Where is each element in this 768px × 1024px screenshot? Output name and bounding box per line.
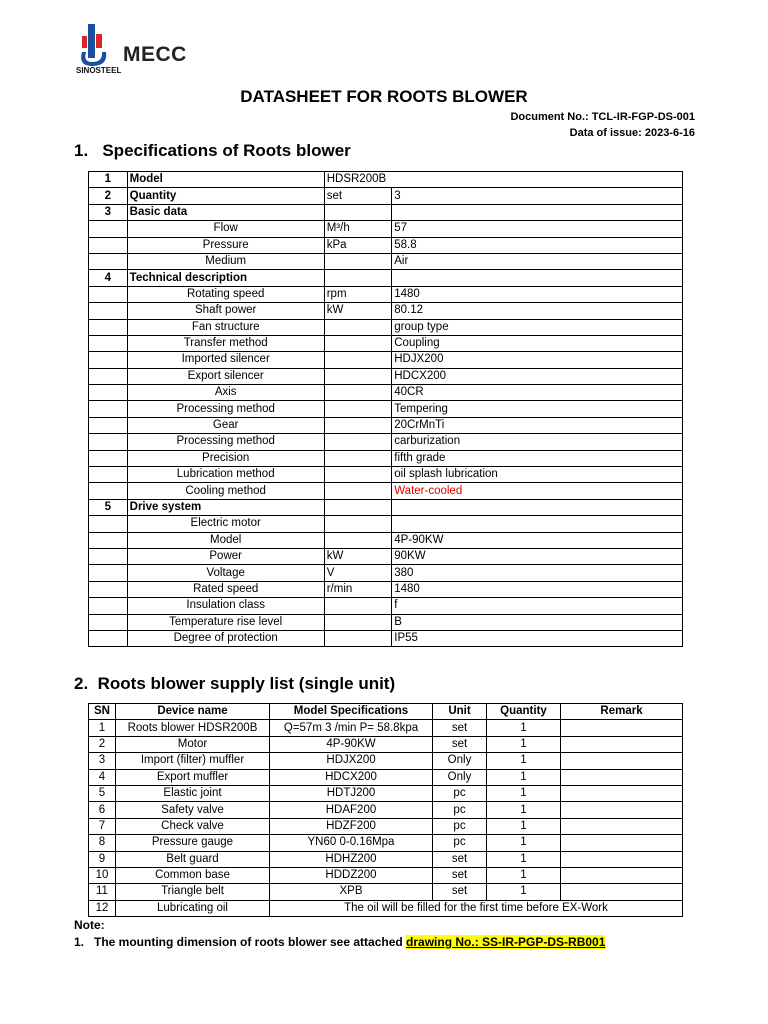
spec-unit [324, 483, 392, 499]
supply-row [89, 769, 683, 785]
spec-value [392, 499, 683, 515]
supply-cell: pc [433, 818, 487, 834]
spec-value: 20CrMnTi [392, 417, 683, 433]
spec-unit [324, 253, 392, 269]
supply-row [89, 785, 683, 801]
spec-unit: V [324, 565, 392, 581]
supply-row [89, 884, 683, 900]
supply-cell: HDAF200 [270, 802, 433, 818]
spec-row [89, 368, 683, 384]
spec-row [89, 450, 683, 466]
spec-value: Coupling [392, 335, 683, 351]
spec-value: fifth grade [392, 450, 683, 466]
spec-unit: M³/h [324, 221, 392, 237]
supply-cell: 6 [89, 802, 116, 818]
spec-name: Axis [127, 385, 324, 401]
spec-unit: kW [324, 303, 392, 319]
spec-name: Transfer method [127, 335, 324, 351]
spec-unit [324, 401, 392, 417]
supply-cell: 1 [487, 753, 561, 769]
spec-num [89, 581, 128, 597]
spec-value: B [392, 614, 683, 630]
spec-row [89, 565, 683, 581]
supply-cell: 1 [487, 736, 561, 752]
spec-value: 57 [392, 221, 683, 237]
spec-row [89, 352, 683, 368]
supply-cell: 4P-90KW [270, 736, 433, 752]
spec-num [89, 319, 128, 335]
supply-header-cell: Quantity [487, 704, 561, 720]
spec-num: 5 [89, 499, 128, 515]
supply-header-cell: Unit [433, 704, 487, 720]
spec-row [89, 401, 683, 417]
section1-heading: 1. Specifications of Roots blower [74, 141, 351, 160]
supply-cell: HDZF200 [270, 818, 433, 834]
spec-row [89, 417, 683, 433]
supply-cell: 1 [89, 720, 116, 736]
spec-row [89, 303, 683, 319]
supply-cell: 5 [89, 785, 116, 801]
spec-unit [324, 319, 392, 335]
supply-cell: Only [433, 769, 487, 785]
spec-num [89, 516, 128, 532]
supply-cell: Safety valve [116, 802, 270, 818]
spec-num [89, 286, 128, 302]
spec-unit [324, 467, 392, 483]
spec-num [89, 450, 128, 466]
spec-value: Tempering [392, 401, 683, 417]
spec-unit [324, 417, 392, 433]
supply-row [89, 867, 683, 883]
supply-cell: 8 [89, 835, 116, 851]
supply-cell [561, 720, 683, 736]
supply-cell: 2 [89, 736, 116, 752]
supply-cell: 9 [89, 851, 116, 867]
supply-cell: pc [433, 785, 487, 801]
spec-unit: set [324, 188, 392, 204]
supply-row [89, 720, 683, 736]
spec-table [88, 171, 683, 647]
spec-name: Shaft power [127, 303, 324, 319]
spec-unit [324, 450, 392, 466]
spec-name: Rotating speed [127, 286, 324, 302]
spec-value: 90KW [392, 548, 683, 564]
spec-name: Processing method [127, 401, 324, 417]
spec-num [89, 417, 128, 433]
supply-cell: HDDZ200 [270, 867, 433, 883]
supply-cell [561, 867, 683, 883]
spec-name: Model [127, 532, 324, 548]
spec-value: 1480 [392, 581, 683, 597]
spec-name: Model [127, 172, 324, 188]
supply-cell: pc [433, 835, 487, 851]
spec-value: 380 [392, 565, 683, 581]
supply-cell: Roots blower HDSR200B [116, 720, 270, 736]
supply-row [89, 818, 683, 834]
supply-row [89, 900, 683, 916]
document-number: Document No.: TCL-IR-FGP-DS-001 [510, 111, 695, 123]
spec-row [89, 467, 683, 483]
supply-cell [561, 736, 683, 752]
issue-date: Data of issue: 2023-6-16 [569, 127, 695, 139]
spec-value: Water-cooled [392, 483, 683, 499]
spec-value: HDSR200B [324, 172, 682, 188]
supply-cell: Pressure gauge [116, 835, 270, 851]
supply-cell: 1 [487, 818, 561, 834]
spec-num [89, 598, 128, 614]
spec-name: Imported silencer [127, 352, 324, 368]
supply-cell: HDJX200 [270, 753, 433, 769]
spec-name: Technical description [127, 270, 324, 286]
supply-cell: set [433, 736, 487, 752]
supply-row [89, 736, 683, 752]
supply-cell: Q=57m 3 /min P= 58.8kpa [270, 720, 433, 736]
supply-cell [561, 851, 683, 867]
spec-name: Rated speed [127, 581, 324, 597]
spec-value: HDJX200 [392, 352, 683, 368]
spec-name: Voltage [127, 565, 324, 581]
spec-row [89, 319, 683, 335]
supply-cell: 1 [487, 720, 561, 736]
spec-unit [324, 385, 392, 401]
spec-unit [324, 499, 392, 515]
spec-name: Processing method [127, 434, 324, 450]
supply-row [89, 851, 683, 867]
note-label: Note: [74, 918, 105, 932]
spec-name: Pressure [127, 237, 324, 253]
spec-unit: rpm [324, 286, 392, 302]
spec-row [89, 335, 683, 351]
supply-cell [561, 785, 683, 801]
page-title: DATASHEET FOR ROOTS BLOWER [240, 87, 528, 106]
supply-cell: XPB [270, 884, 433, 900]
spec-name: Temperature rise level [127, 614, 324, 630]
supply-cell: 10 [89, 867, 116, 883]
spec-name: Gear [127, 417, 324, 433]
spec-name: Medium [127, 253, 324, 269]
spec-value: 80.12 [392, 303, 683, 319]
spec-row [89, 221, 683, 237]
supply-cell: 12 [89, 900, 116, 916]
spec-row [89, 499, 683, 515]
supply-cell [561, 802, 683, 818]
document-info [510, 109, 695, 141]
supply-cell: set [433, 867, 487, 883]
spec-row [89, 172, 683, 188]
spec-name: Degree of protection [127, 630, 324, 646]
supply-cell: The oil will be filled for the first time before EX-Work [270, 900, 683, 916]
spec-unit: r/min [324, 581, 392, 597]
spec-unit [324, 532, 392, 548]
supply-cell: 1 [487, 769, 561, 785]
spec-row [89, 516, 683, 532]
spec-unit [324, 204, 392, 220]
spec-row [89, 598, 683, 614]
spec-num [89, 483, 128, 499]
spec-value [392, 204, 683, 220]
supply-cell: 3 [89, 753, 116, 769]
supply-header-cell: SN [89, 704, 116, 720]
spec-num [89, 352, 128, 368]
spec-num [89, 253, 128, 269]
spec-num [89, 335, 128, 351]
spec-name: Fan structure [127, 319, 324, 335]
spec-name: Basic data [127, 204, 324, 220]
supply-cell: Motor [116, 736, 270, 752]
spec-value: IP55 [392, 630, 683, 646]
supply-header-cell: Remark [561, 704, 683, 720]
spec-value: f [392, 598, 683, 614]
spec-num: 3 [89, 204, 128, 220]
spec-row [89, 286, 683, 302]
spec-value: group type [392, 319, 683, 335]
spec-value: carburization [392, 434, 683, 450]
spec-num [89, 532, 128, 548]
supply-cell: HDCX200 [270, 769, 433, 785]
supply-cell: set [433, 884, 487, 900]
supply-cell: 1 [487, 785, 561, 801]
spec-row [89, 483, 683, 499]
supply-cell: Export muffler [116, 769, 270, 785]
spec-unit [324, 335, 392, 351]
supply-cell: Elastic joint [116, 785, 270, 801]
supply-cell: 1 [487, 884, 561, 900]
supply-cell: pc [433, 802, 487, 818]
spec-row [89, 270, 683, 286]
logo-subtitle: SINOSTEEL [76, 66, 122, 75]
supply-cell: 4 [89, 769, 116, 785]
spec-value: 40CR [392, 385, 683, 401]
note-item [74, 935, 605, 949]
spec-unit [324, 598, 392, 614]
spec-name: Flow [127, 221, 324, 237]
spec-num: 2 [89, 188, 128, 204]
spec-row [89, 581, 683, 597]
spec-num [89, 614, 128, 630]
spec-num [89, 434, 128, 450]
spec-value: 3 [392, 188, 683, 204]
spec-name: Quantity [127, 188, 324, 204]
spec-name: Insulation class [127, 598, 324, 614]
spec-unit [324, 352, 392, 368]
spec-row [89, 204, 683, 220]
spec-name: Export silencer [127, 368, 324, 384]
supply-cell: 1 [487, 835, 561, 851]
spec-value: HDCX200 [392, 368, 683, 384]
section2-heading: 2. Roots blower supply list (single unit) [74, 674, 396, 693]
spec-row [89, 385, 683, 401]
supply-row [89, 835, 683, 851]
supply-cell [561, 884, 683, 900]
supply-cell [561, 835, 683, 851]
spec-num: 1 [89, 172, 128, 188]
spec-name: Cooling method [127, 483, 324, 499]
spec-name: Precision [127, 450, 324, 466]
spec-unit [324, 630, 392, 646]
drawing-link[interactable]: drawing No.: SS-IR-PGP-DS-RB001 [406, 935, 606, 949]
spec-num [89, 630, 128, 646]
spec-unit [324, 368, 392, 384]
spec-name: Power [127, 548, 324, 564]
supply-cell: HDHZ200 [270, 851, 433, 867]
supply-cell: 1 [487, 851, 561, 867]
spec-name: Lubrication method [127, 467, 324, 483]
spec-num [89, 221, 128, 237]
supply-table [88, 703, 683, 917]
spec-unit [324, 434, 392, 450]
supply-cell: YN60 0-0.16Mpa [270, 835, 433, 851]
spec-name: Electric motor [127, 516, 324, 532]
supply-cell: 7 [89, 818, 116, 834]
spec-row [89, 630, 683, 646]
logo-name: MECC [123, 43, 187, 66]
spec-unit [324, 270, 392, 286]
spec-value: 58.8 [392, 237, 683, 253]
supply-cell: Common base [116, 867, 270, 883]
supply-cell: Import (filter) muffler [116, 753, 270, 769]
spec-unit [324, 516, 392, 532]
spec-value [392, 516, 683, 532]
supply-cell: set [433, 720, 487, 736]
spec-num [89, 548, 128, 564]
supply-cell: Belt guard [116, 851, 270, 867]
supply-cell: Triangle belt [116, 884, 270, 900]
spec-name: Drive system [127, 499, 324, 515]
supply-cell: 1 [487, 802, 561, 818]
spec-row [89, 188, 683, 204]
supply-cell [561, 818, 683, 834]
supply-row [89, 802, 683, 818]
supply-cell: Lubricating oil [116, 900, 270, 916]
supply-cell: Only [433, 753, 487, 769]
spec-value [392, 270, 683, 286]
spec-unit: kW [324, 548, 392, 564]
supply-header-cell: Model Specifications [270, 704, 433, 720]
supply-cell: HDTJ200 [270, 785, 433, 801]
spec-num [89, 467, 128, 483]
spec-value: Air [392, 253, 683, 269]
spec-row [89, 253, 683, 269]
spec-row [89, 548, 683, 564]
supply-row [89, 753, 683, 769]
supply-cell: 11 [89, 884, 116, 900]
supply-cell [561, 753, 683, 769]
supply-cell [561, 769, 683, 785]
spec-row [89, 434, 683, 450]
supply-cell: 1 [487, 867, 561, 883]
spec-unit [324, 614, 392, 630]
supply-cell: Check valve [116, 818, 270, 834]
spec-num [89, 237, 128, 253]
spec-value: 4P-90KW [392, 532, 683, 548]
spec-row [89, 614, 683, 630]
spec-num [89, 385, 128, 401]
note-text: 1. The mounting dimension of roots blower see attached [74, 935, 407, 949]
spec-row [89, 532, 683, 548]
spec-num [89, 401, 128, 417]
supply-header-cell: Device name [116, 704, 270, 720]
spec-unit: kPa [324, 237, 392, 253]
spec-value: oil splash lubrication [392, 467, 683, 483]
spec-num [89, 368, 128, 384]
spec-row [89, 237, 683, 253]
spec-num: 4 [89, 270, 128, 286]
spec-value: 1480 [392, 286, 683, 302]
supply-cell: set [433, 851, 487, 867]
spec-num [89, 303, 128, 319]
spec-num [89, 565, 128, 581]
